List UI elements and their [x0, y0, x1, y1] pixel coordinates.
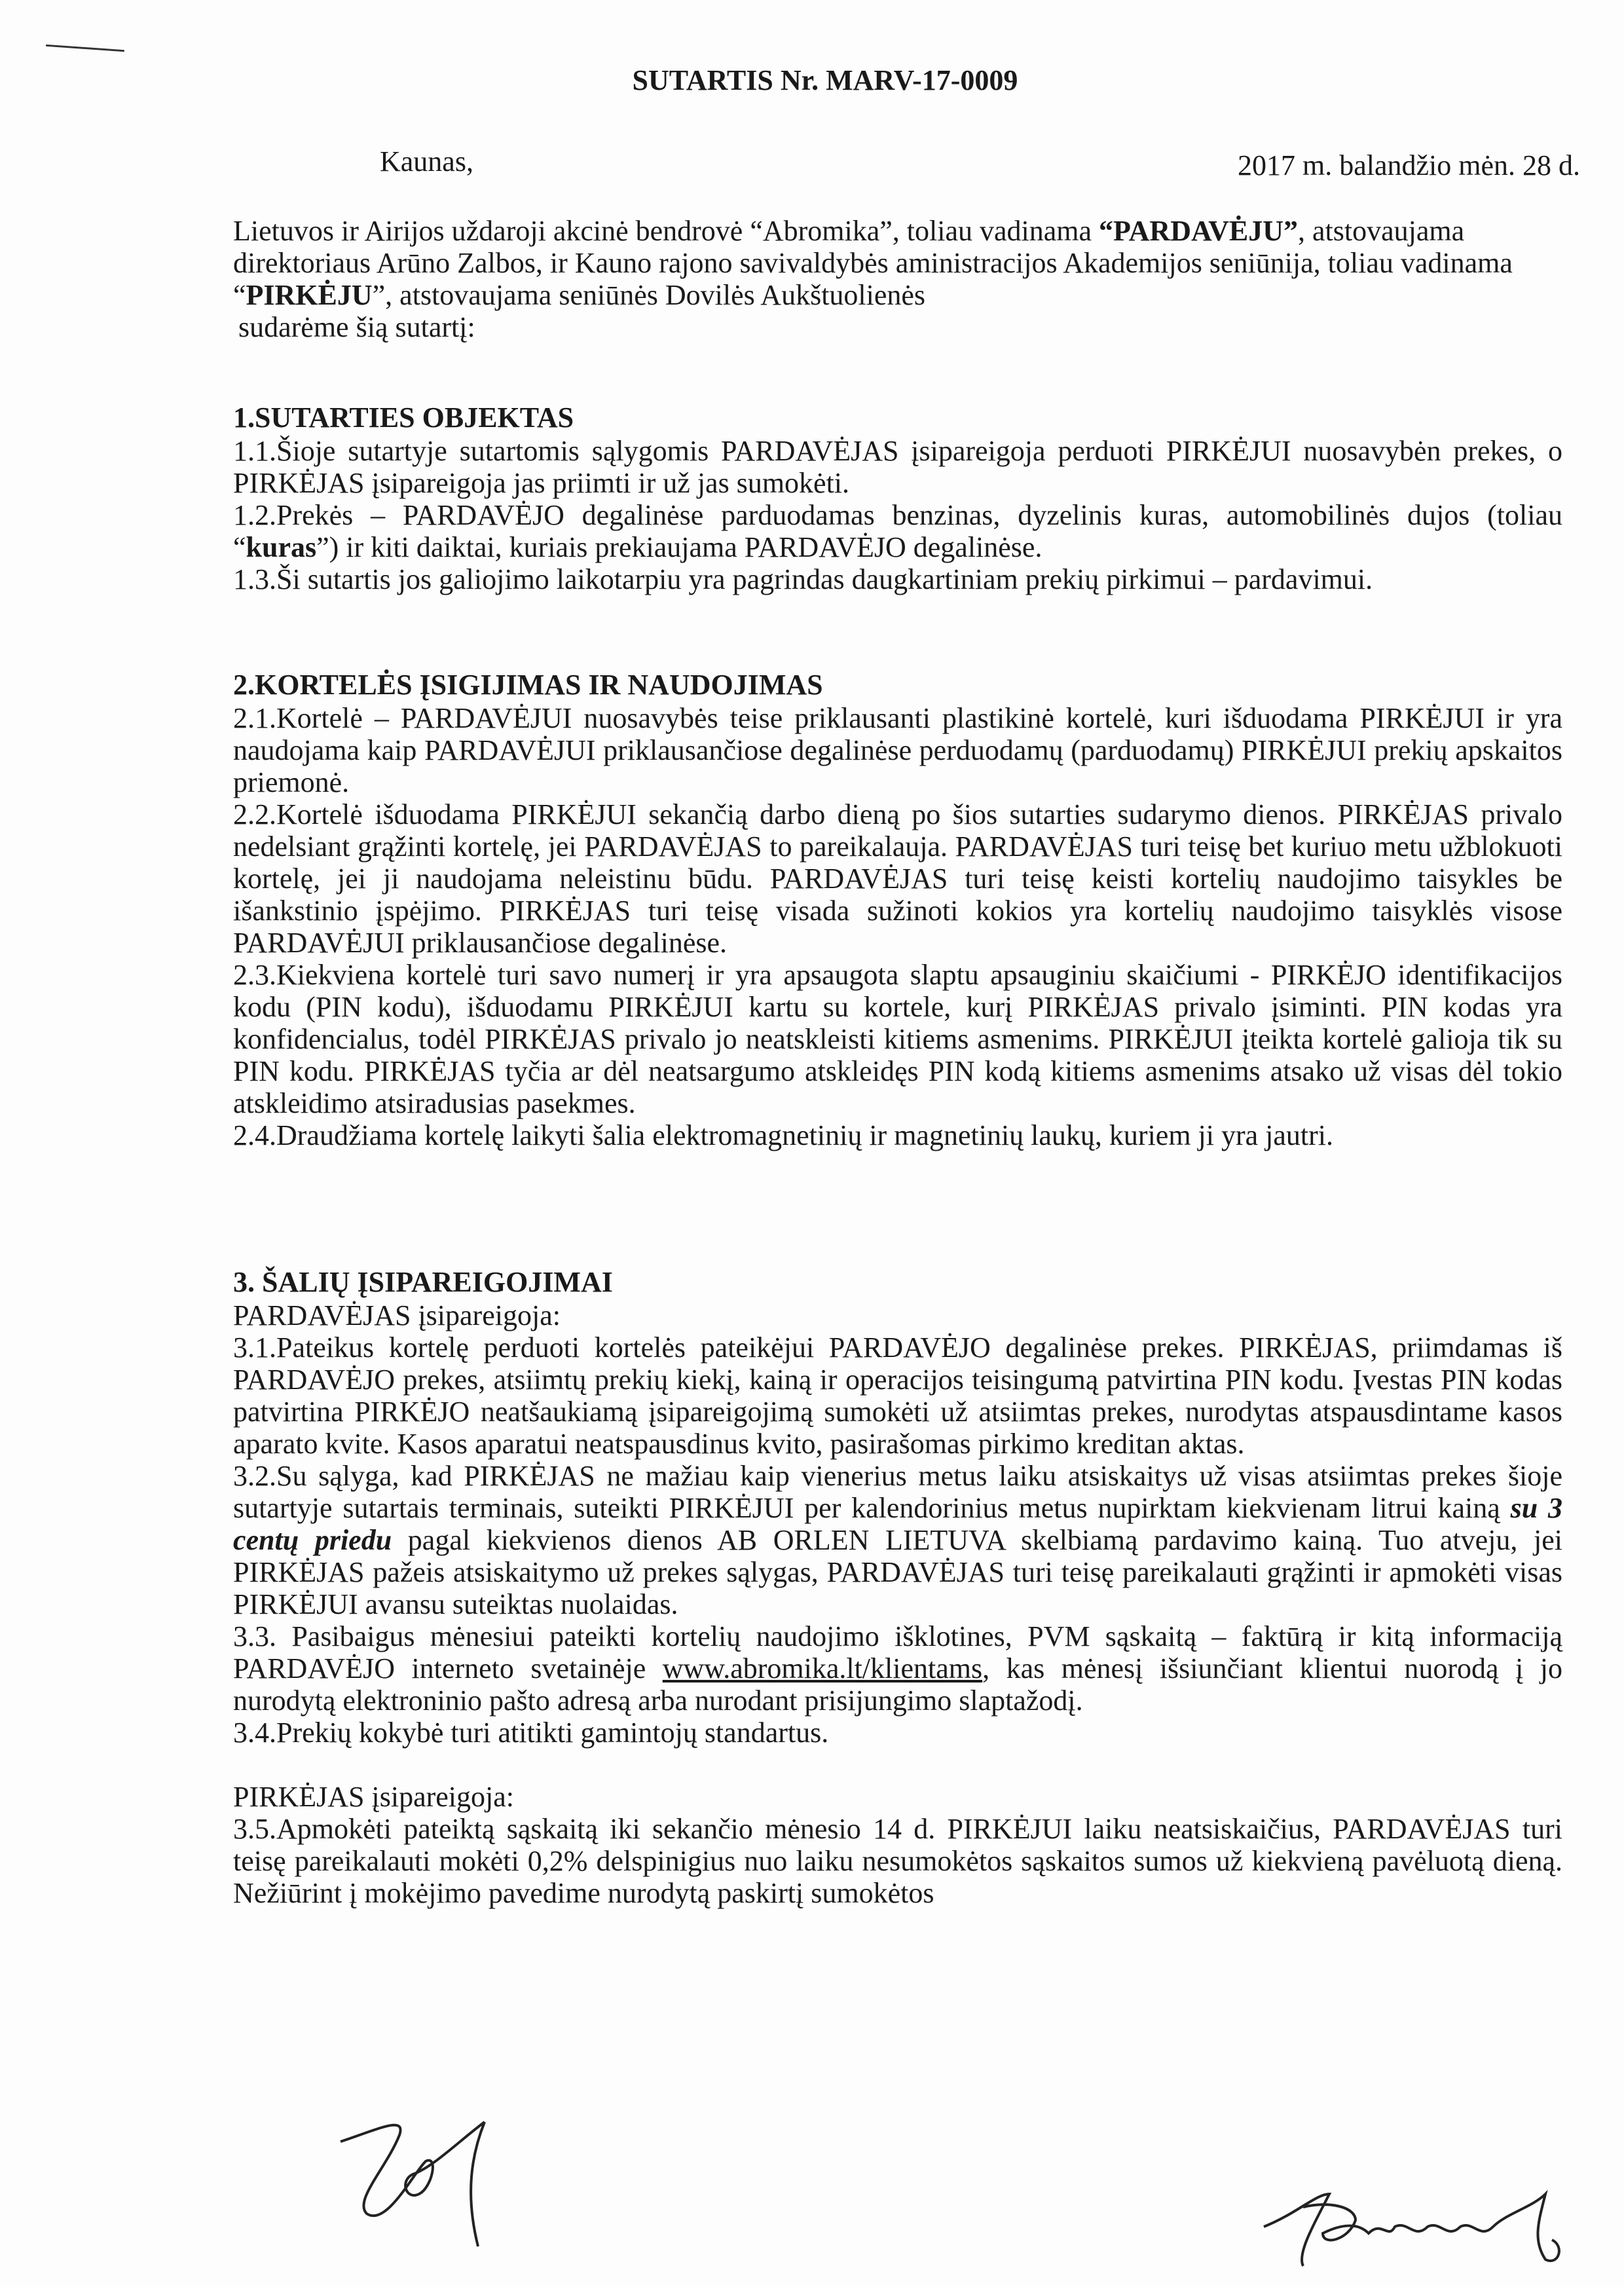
- clause-3-3: [233, 1620, 1562, 1717]
- intro-text: Lietuvos ir Airijos uždaroji akcinė bendrovė “Abromika”, toliau vadinama: [233, 215, 1099, 247]
- intro-text: ”, atstovaujama seniūnės Dovilės Aukštuolienės: [372, 279, 926, 311]
- clause-3-4: 3.4.Prekių kokybė turi atitikti gamintojų standartus.: [233, 1717, 829, 1749]
- clause-3-5: 3.5.Apmokėti pateiktą sąskaitą iki sekančio mėnesio 14 d. PIRKĖJUI laiku neatsiskaičius, PARDAVĖJAS turi teisę pareikalauti mokėti 0,2% delspinigius nuo laiku nesumokėtos sąskaitos sumos už kiekvieną pavėluotą dieną. Nežiūrint į mokėjimo pavedime nurodytą paskirtį sumokėtos: [233, 1813, 1562, 1909]
- price-bonus-term: su 3 centų priedu: [233, 1492, 1562, 1556]
- seller-term: “PARDAVĖJU”: [1099, 215, 1298, 247]
- section-1-heading: 1.SUTARTIES OBJEKTAS: [233, 401, 574, 434]
- client-portal-link[interactable]: www.abromika.lt/klientams: [662, 1652, 983, 1684]
- intro-end: sudarėme šią sutartį:: [238, 311, 475, 343]
- section-1: [233, 401, 1562, 595]
- buyer-term: PIRKĖJU: [246, 279, 373, 311]
- clause-2-1: 2.1.Kortelė – PARDAVĖJUI nuosavybės teise priklausanti plastikinė kortelė, kuri išduodama PIRKĖJUI ir yra naudojama kaip PARDAVĖJUI priklausančiose degalinėse perduodamų (parduodamų) PIRKĖJUI prekių apskaitos priemonė.: [233, 702, 1562, 798]
- clause-1-3: 1.3.Ši sutartis jos galiojimo laikotarpiu yra pagrindas daugkartiniam prekių pirkimui – pardavimui.: [233, 563, 1373, 595]
- intro-text: , atstovaujama direktoriaus Arūno Zalbos, ir Kauno rajono savivaldybės aministracijos Akademijos seniūnija, toliau vadinama “: [233, 215, 1513, 311]
- seller-obligations-label: PARDAVĖJAS įsipareigoja:: [233, 1299, 561, 1331]
- scan-mark: [46, 45, 124, 52]
- clause-text: 3.2.Su sąlyga, kad PIRKĖJAS ne mažiau kaip vienerius metus laiku atsiskaitys už visas atsiimtas prekes šioje sutartyje sutartais terminais, suteikti PIRKĖJUI per kalendorinius metus nupirktam kiekvienam litrui kainą: [233, 1460, 1562, 1524]
- buyer-obligations-label: PIRKĖJAS įsipareigoja:: [233, 1781, 514, 1813]
- fuel-term: kuras: [246, 531, 317, 563]
- clause-text: 3.3. Pasibaigus mėnesiui pateikti kortelių naudojimo išklotines, PVM sąskaitą – faktūrą ir kitą informaciją PARDAVĖJO interneto svetainėje: [233, 1620, 1562, 1684]
- clause-3-1: 3.1.Pateikus kortelę perduoti kortelės pateikėjui PARDAVĖJO degalinėse prekes. PIRKĖJAS, priimdamas iš PARDAVĖJO prekes, atsiimtų prekių kiekį, kainą ir operacijos teisingumą patvirtina PIN kodu. Įvestas PIN kodas patvirtina PIRKĖJO neatšaukiamą įsipareigojimą sumokėti už atsiimtas prekes, nurodytas atspausdintame kasos aparato kvite. Kasos aparatui neatspausdinus kvito, pasirašomas pirkimo kreditan aktas.: [233, 1331, 1562, 1460]
- section-3-heading: 3. ŠALIŲ ĮSIPAREIGOJIMAI: [233, 1266, 613, 1298]
- section-2: [233, 668, 1562, 1151]
- clause-2-2: 2.2.Kortelė išduodama PIRKĖJUI sekančią darbo dieną po šios sutarties sudarymo dienos. PIRKĖJAS privalo nedelsiant grąžinti kortelę, jei PARDAVĖJAS to pareikalauja. PARDAVĖJAS turi teisę bet kuriuo metu užblokuoti kortelę, jei ji naudojama neleistinu būdu. PARDAVĖJAS turi teisę keisti kortelių naudojimo taisykles be išankstinio įspėjimo. PIRKĖJAS turi teisę visada sužinoti kokios yra kortelių naudojimo taisyklės visose PARDAVĖJUI priklausančiose degalinėse.: [233, 798, 1562, 959]
- contract-date: 2017 m. balandžio mėn. 28 d.: [1238, 149, 1581, 181]
- section-2-heading: 2.KORTELĖS ĮSIGIJIMAS IR NAUDOJIMAS: [233, 669, 823, 701]
- clause-text: ”) ir kiti daiktai, kuriais prekiaujama PARDAVĖJO degalinėse.: [316, 531, 1043, 563]
- clause-2-4: 2.4.Draudžiama kortelę laikyti šalia elektromagnetinių ir magnetinių laukų, kuriem ji yra jautri.: [233, 1119, 1334, 1151]
- signature-left: [327, 2115, 537, 2273]
- signature-right: [1257, 2181, 1585, 2279]
- contract-title: SUTARTIS Nr. MARV-17-0009: [632, 64, 1018, 96]
- contract-place: Kaunas,: [380, 145, 473, 177]
- clause-text: pagal kiekvienos dienos AB ORLEN LIETUVA skelbiamą pardavimo kainą. Tuo atveju, jei PIRKĖJAS pažeis atsiskaitymo už prekes sąlygas, PARDAVĖJAS turi teisę pareikalauti grąžinti ir apmokėti visas PIRKĖJUI avansu suteiktas nuolaidas.: [233, 1524, 1562, 1620]
- clause-text: , kas mėnesį išsiunčiant klientui nuorodą į jo nurodytą elektroninio pašto adresą arba nurodant prisijungimo slaptažodį.: [233, 1652, 1562, 1717]
- section-3: [233, 1265, 1562, 1909]
- clause-1-2: [233, 499, 1562, 563]
- intro-paragraph: [233, 215, 1562, 311]
- intro-section: [233, 215, 1562, 343]
- clause-3-2: [233, 1460, 1562, 1620]
- clause-text: 1.2.Prekės – PARDAVĖJO degalinėse parduodamas benzinas, dyzelinis kuras, automobilinės dujos (toliau “: [233, 499, 1562, 563]
- clause-1-1: 1.1.Šioje sutartyje sutartomis sąlygomis PARDAVĖJAS įsipareigoja perduoti PIRKĖJUI nuosavybėn prekes, o PIRKĖJAS įsipareigoja jas priimti ir už jas sumokėti.: [233, 435, 1562, 499]
- clause-2-3: 2.3.Kiekviena kortelė turi savo numerį ir yra apsaugota slaptu apsauginiu skaičiumi - PIRKĖJO identifikacijos kodu (PIN kodu), išduodamu PIRKĖJUI kartu su kortele, kurį PIRKĖJAS privalo įsiminti. PIN kodas yra konfidencialus, todėl PIRKĖJAS privalo jo neatskleisti kitiems asmenims. PIRKĖJUI įteikta kortelė galioja tik su PIN kodu. PIRKĖJAS tyčia ar dėl neatsargumo atskleidęs PIN kodą kitiems asmenims atsako už visas dėl tokio atskleidimo atsiradusias pasekmes.: [233, 959, 1562, 1119]
